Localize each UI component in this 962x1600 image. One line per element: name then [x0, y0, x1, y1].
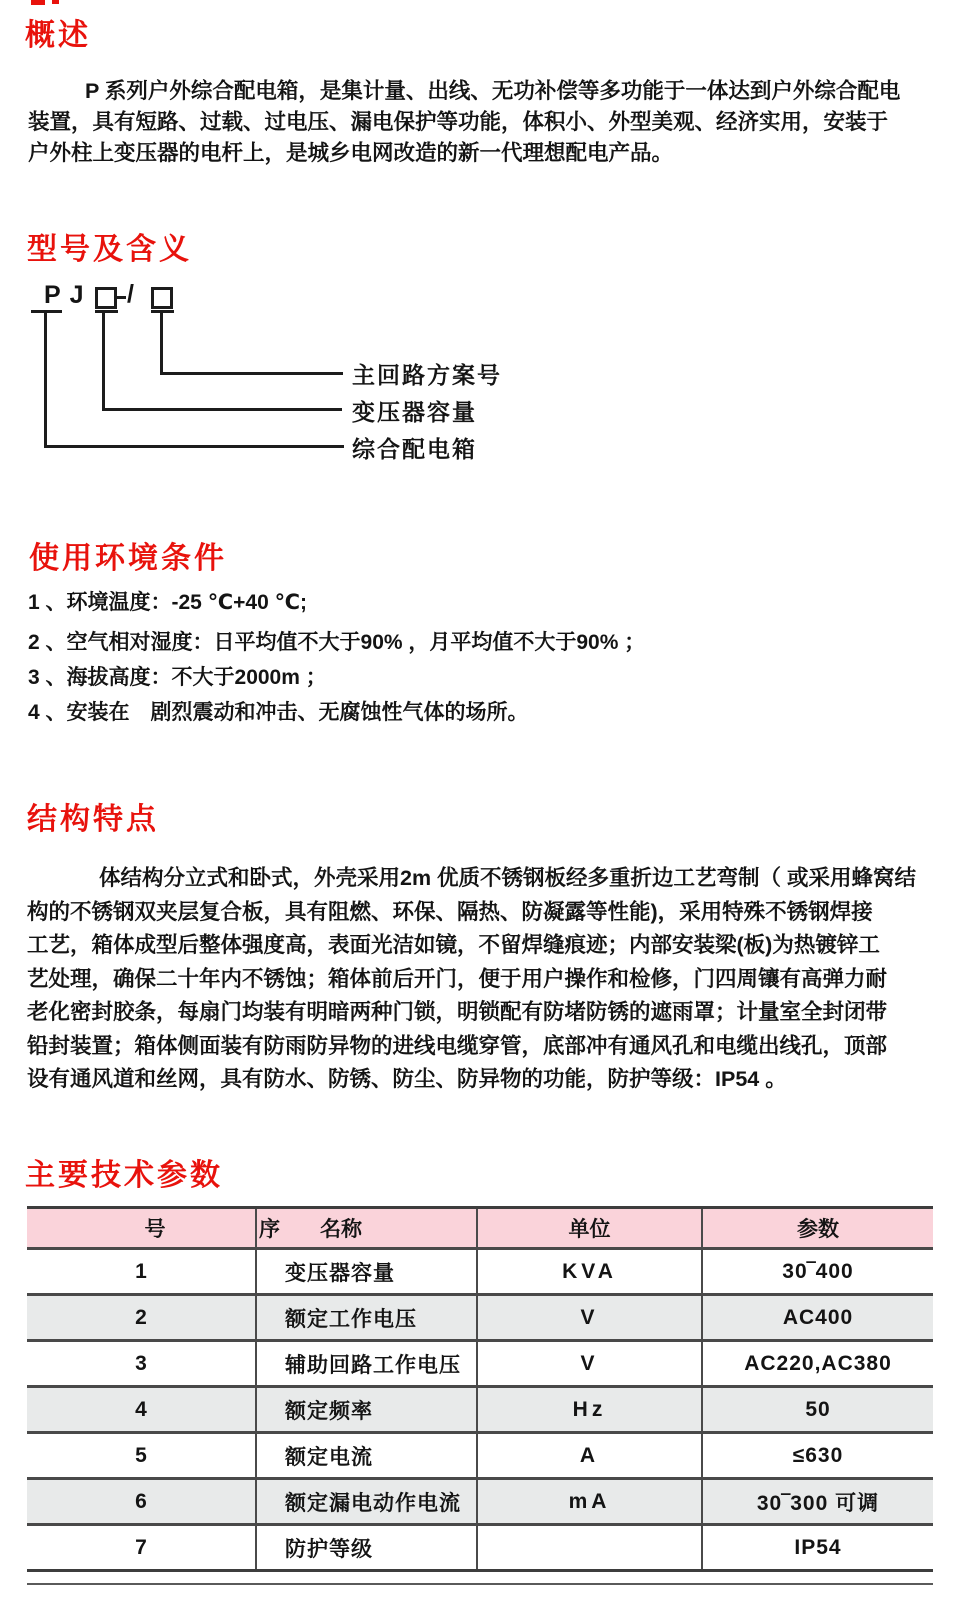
column-header-name	[256, 1208, 477, 1249]
diagram-tick	[95, 310, 118, 313]
hyphen-mark	[117, 296, 126, 299]
environment-item: 1 、环境温度：-25 ℃+40 ℃;	[28, 591, 308, 614]
paragraph-line: 工艺，箱体成型后整体强度高，表面光洁如镜，不留焊缝痕迹；内部安装梁(板)为热镀锌工	[27, 933, 880, 957]
paragraph-line: 设有通风道和丝网，具有防水、防锈、防尘、防异物的功能，防护等级：IP54 。	[27, 1067, 787, 1091]
cell-value: 50	[805, 1397, 831, 1421]
diagram-connector	[102, 408, 342, 411]
cell-serial: 7	[27, 1525, 256, 1571]
structure-heading: 结构特点	[27, 803, 159, 836]
diagram-label-capacity: 变压器容量	[352, 399, 477, 425]
diagram-connector	[160, 372, 343, 375]
cell-unit: A	[477, 1433, 702, 1479]
cell-value: ≤630	[792, 1443, 844, 1467]
cell-serial: 3	[27, 1341, 256, 1387]
diagram-label-box: 综合配电箱	[352, 436, 477, 462]
paragraph-line: 老化密封胶条，每扇门均装有明暗两种门锁，明锁配有防堵防锈的遮雨罩；计量室全封闭带	[27, 1000, 888, 1024]
model-code-box-capacity	[95, 287, 117, 309]
table-row	[27, 1295, 933, 1341]
model-code-slash: /	[127, 280, 134, 308]
diagram-label-scheme: 主回路方案号	[352, 362, 502, 388]
paragraph-line: 构的不锈钢双夹层复合板，具有阻燃、环保、隔热、防凝露等性能)，采用特殊不锈钢焊接	[27, 899, 873, 924]
model-heading: 型号及含义	[27, 233, 192, 266]
cell-serial: 4	[27, 1387, 256, 1433]
cell-serial: 1	[27, 1249, 256, 1295]
diagram-connector	[44, 445, 344, 448]
cell-name: 额定工作电压	[256, 1295, 477, 1341]
table-header-row	[27, 1208, 933, 1249]
overview-paragraph	[28, 76, 900, 169]
table-row	[27, 1341, 933, 1387]
cell-name: 辅助回路工作电压	[256, 1341, 477, 1387]
column-header-seq-fragment: 序	[259, 1218, 280, 1241]
structure-paragraph	[27, 862, 916, 1097]
parameters-table	[27, 1206, 933, 1572]
table-row	[27, 1525, 933, 1571]
diagram-stem	[44, 310, 47, 448]
cell-value: 30‾300 可调	[756, 1491, 880, 1515]
cell-unit: KVA	[477, 1249, 702, 1295]
paragraph-line: 艺处理，确保二十年内不锈蚀；箱体前后开门，便于用户操作和检修，门四周镶有高弹力耐	[27, 966, 888, 991]
column-header-name-label: 名称	[320, 1218, 362, 1241]
table-bottom-rule	[27, 1583, 933, 1585]
cell-value: AC400	[782, 1305, 854, 1329]
cell-unit: V	[477, 1295, 702, 1341]
cell-unit	[477, 1525, 702, 1571]
paragraph-line: 户外柱上变压器的电杆上，是城乡电网改造的新一代理想配电产品。	[28, 141, 674, 165]
environment-heading: 使用环境条件	[29, 542, 227, 575]
cell-name: 额定频率	[256, 1387, 477, 1433]
table-row	[27, 1249, 933, 1295]
cell-serial: 5	[27, 1433, 256, 1479]
cell-value: 30‾400	[782, 1259, 854, 1283]
paragraph-line: 体结构分立式和卧式，外壳采用2m 优质不锈钢板经多重折边工艺弯制（ 或采用蜂窝结	[99, 866, 917, 890]
model-code-prefix: PJ	[44, 281, 93, 309]
cell-name: 额定漏电动作电流	[256, 1479, 477, 1525]
column-header-value: 参数	[797, 1218, 839, 1241]
model-code-box-scheme	[151, 287, 173, 309]
overview-heading: 概述	[25, 19, 91, 52]
cell-unit: mA	[477, 1479, 702, 1525]
environment-item: 3 、海拔高度：不大于2000m ；	[28, 666, 327, 689]
diagram-stem	[102, 310, 105, 411]
paragraph-line: 铅封装置；箱体侧面装有防雨防异物的进线电缆穿管，底部冲有通风孔和电缆出线孔，顶部	[27, 1033, 888, 1058]
environment-item: 2 、空气相对湿度：日平均值不大于90% ，月平均值不大于90% ；	[28, 631, 646, 654]
paragraph-line: P 系列户外综合配电箱，是集计量、出线、无功补偿等多功能于一体达到户外综合配电	[85, 79, 901, 103]
cell-value: IP54	[794, 1535, 842, 1559]
environment-item: 4 、安装在 剧烈震动和冲击、无腐蚀性气体的场所。	[28, 701, 529, 724]
parameters-heading: 主要技术参数	[25, 1159, 223, 1192]
cell-unit: Hz	[477, 1387, 702, 1433]
table-row	[27, 1387, 933, 1433]
clipped-red-text-fragment	[31, 0, 45, 5]
cell-name: 防护等级	[256, 1525, 477, 1571]
cell-unit: V	[477, 1341, 702, 1387]
cell-serial: 2	[27, 1295, 256, 1341]
diagram-stem	[160, 310, 163, 375]
cell-value: AC220,AC380	[744, 1351, 892, 1375]
cell-name: 额定电流	[256, 1433, 477, 1479]
column-header-serial: 号	[27, 1208, 256, 1249]
clipped-red-text-fragment	[52, 0, 59, 4]
column-header-unit: 单位	[477, 1208, 702, 1249]
cell-serial: 6	[27, 1479, 256, 1525]
paragraph-line: 装置，具有短路、过载、过电压、漏电保护等功能，体积小、外型美观、经济实用，安装于	[28, 110, 889, 134]
table-row	[27, 1433, 933, 1479]
table-row	[27, 1479, 933, 1525]
cell-name: 变压器容量	[256, 1249, 477, 1295]
